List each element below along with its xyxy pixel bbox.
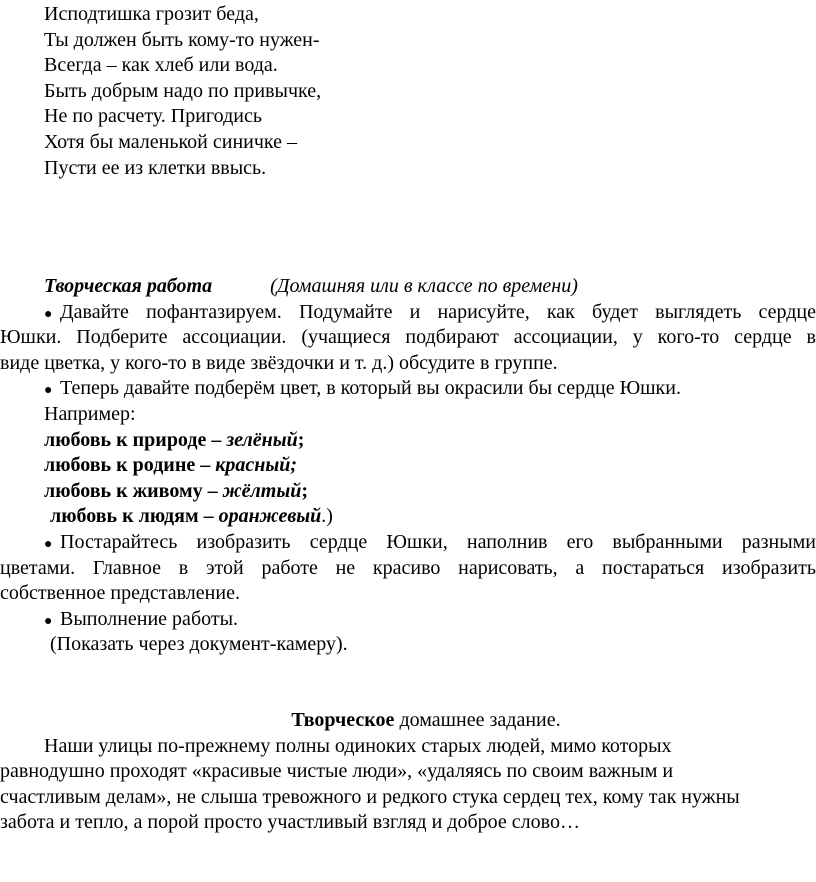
bullet-item-1-cont: Юшки. Подберите ассоциации. (учащиеся подбирают ассоциации, у кого-то сердце в	[0, 326, 816, 349]
color-association: любовь к живому – жёлтый;	[44, 479, 308, 502]
bullet-item-3-cont: цветами. Главное в этой работе не красиво нарисовать, а постараться изобразить	[0, 556, 816, 579]
poem-line: Пусти ее из клетки ввысь.	[44, 156, 267, 179]
bullet-item-1-cont: виде цветка, у кого-то в виде звёздочки и т. д.) обсудите в группе.	[0, 351, 558, 374]
homework-line: Наши улицы по-прежнему полны одиноких старых людей, мимо которых	[44, 734, 672, 757]
poem-line: Не по расчету. Пригодись	[44, 105, 262, 128]
poem-line: Всегда – как хлеб или вода.	[44, 54, 278, 77]
homework-title: Творческое домашнее задание.	[291, 709, 561, 731]
example-label: Например:	[44, 402, 136, 425]
creative-title: Творческая работа	[44, 275, 213, 297]
poem-line: Быть добрым надо по привычке,	[44, 79, 322, 102]
poem-line: Ты должен быть кому-то нужен-	[44, 28, 320, 51]
bullet-icon: ●	[44, 613, 53, 629]
poem-line: Исподтишка грозит беда,	[44, 3, 259, 25]
show-note: (Показать через документ-камеру).	[50, 633, 348, 656]
bullet-item-3: ● Постарайтесь изобразить сердце Юшки, наполнив его выбранными разными	[0, 530, 816, 556]
color-association: любовь к природе – зелёный;	[44, 428, 305, 451]
poem-line: Хотя бы маленькой синичке –	[44, 130, 298, 153]
homework-line: равнодушно проходят «красивые чистые люди», «удаляясь по своим важным и	[0, 760, 674, 783]
creative-work-section	[0, 274, 816, 658]
homework-line: забота и тепло, а порой просто участливый взгляд и доброе слово…	[0, 811, 580, 834]
bullet-item-4: ● Выполнение работы.	[0, 607, 816, 633]
bullet-icon: ●	[44, 536, 53, 552]
bullet-icon: ●	[44, 383, 53, 399]
poem	[44, 2, 744, 181]
bullet-icon: ●	[44, 306, 53, 322]
bullet-item-2: ● Теперь давайте подберём цвет, в который вы окрасили бы сердце Юшки.	[0, 376, 816, 402]
creative-heading	[0, 274, 816, 300]
color-association: любовь к родине – красный;	[44, 454, 298, 477]
homework-section	[0, 708, 816, 836]
bullet-item-3-cont: собственное представление.	[0, 582, 240, 605]
homework-line: счастливым делам», не слыша тревожного и редкого стука сердец тех, кому так нужны	[0, 785, 740, 808]
creative-subtitle: (Домашняя или в классе по времени)	[270, 275, 578, 297]
bullet-item-1: ● Давайте пофантазируем. Подумайте и нарисуйте, как будет выглядеть сердце	[0, 300, 816, 326]
color-association: любовь к людям – оранжевый.)	[50, 505, 333, 528]
